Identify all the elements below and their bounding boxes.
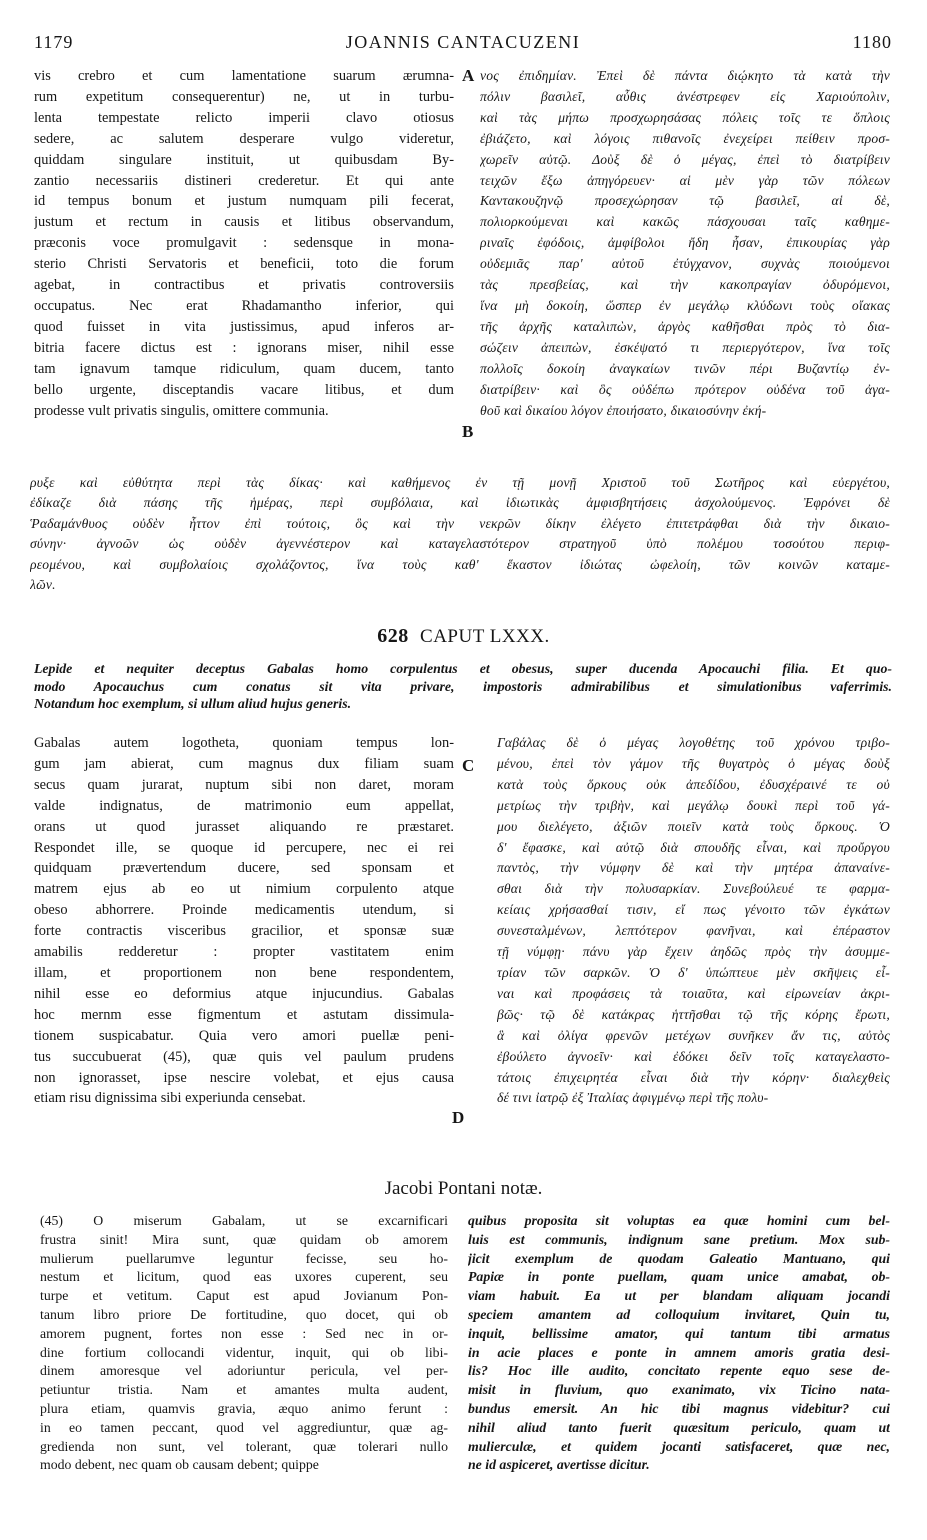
text-line: Ῥαδαμάνθυος οὐδὲν ἧττον ἐπὶ τούτοις, ὃς καὶ τὴν νεκρῶν δίκην ἐλέγετο ἐπιτετράφθαι διὰ τὴν δικαιο- [30,515,890,531]
note-line: viam habuit. Ea ut per blandam aliquam jocandi [468,1288,890,1304]
note-line: inquit, bellissime amator, qui tantum tibi armatus [468,1325,890,1341]
text-line: sedere, ac salutem desperare vulgo videretur, [34,130,454,147]
text-line: illam, et proportionem non bene respondentem, [34,964,454,981]
text-line: rum expetitum consequerentur) ne, ut in turbu- [34,88,454,105]
text-line: τῆς ἀρχῆς καταλιπὼν, ἀργὸς καθῆσθαι πρὸς τὸ δια- [480,318,890,334]
text-line: διατρίβειν· καὶ ὃς οὐδέπω πρότερον οὐδένα τοῦ ἀγα- [480,381,890,397]
chapter-heading [0,625,927,648]
text-line: οὐδεμιᾶς παρ' αὐτοῦ ἐτύγχανον, συχνὰς ποιούμενοι [480,256,890,272]
note-line: mulierum puellarumve leguntur fecisse, seu ho- [40,1250,448,1266]
note-line: in eo tamen peccant, quod vel aggrediuntur, quæ ag- [40,1419,448,1435]
note-line: frustra sinit! Mira sunt, quæ quidam ob amorem [40,1231,448,1247]
text-line: gum jam abierat, cum magnus dux filiam suam [34,755,454,772]
text-line: etiam risu dignissima sibi experiunda censebat. [34,1090,306,1107]
note-line: luis est communis, indignum sane pretium. Mox sub- [468,1231,890,1247]
text-line: ἃ καὶ ὀλίγα φρενῶν μετέχων συνῆκεν ἄν τις, αὐτὸς [497,1027,890,1043]
note-line: quibus proposita sit voluptas ea quæ homini cum bel- [468,1213,890,1228]
text-line: ρεομένου, καὶ συμβολαίοις σχολάζοντος, ἵνα τοὺς καθ' ἕκαστον ἰδιώτας ὠφελοίη, τῶν κοινῶν καταμε- [30,556,890,572]
note-line: petiuntur tristia. Nam et amantes multa audent, [40,1382,448,1398]
text-line: τῇ νύμφῃ· πάνυ γὰρ ἔχειν ἀηδῶς πρὸς τὴν ἀσυμμε- [497,944,890,960]
text-line: tam ignavum tamque ridiculum, quam ducem, tanto [34,360,454,377]
note-line: plura etiam, quamvis gravia, æquo animo ferunt : [40,1400,448,1416]
left-page-number: 1179 [34,32,74,52]
text-line: ἐβούλετο ἀγνοεῖν· καὶ ἐδόκει δεῖν τοῖς καταγελαστο- [497,1048,890,1064]
text-line: matrem ejus ab eo ut nimium corpulento atque [34,881,454,898]
text-line: orans ut quod jurasset aliquando re præstaret. [34,818,454,835]
text-line: Gabalas autem logotheta, quoniam tempus lon- [34,735,454,751]
text-line: σύνην· ἀγνοῶν ὡς οὐδὲν ἀγεννέστερον καὶ καταγελαστότερον στρατηγοῦ ὑπὸ πολέμου τοσούτου περιφ- [30,536,890,552]
text-line: τρίαν τῶν σαρκῶν. Ὁ δ' ὑπώπτευε μὲν σκῆψεις εἶ- [497,964,890,980]
chapter-summary [34,660,892,713]
greek-column-middle [497,733,890,1109]
note-line: turpe et vetitum. Caput est apud Jovianum Pon- [40,1288,448,1304]
text-line: id tempus bonum et justum numquam pili fecerat, [34,193,454,210]
summary-line: modo Apocauchus cum conatus sit vita privare, impostoris admirabilibus et simulationibus vaferrimis. [34,678,892,694]
text-line: hoc mernm esse figmentum et astutam dissimula- [34,1006,454,1023]
text-line: ναι καὶ προφάσεις τὰ τοιαῦτα, καὶ εἰρωνείαν ἀκρι- [497,985,890,1001]
note-line: amorem pugnent, fortes non esse : Sed nec in or- [40,1325,448,1341]
note-line: mulierculæ, et quidem jocanti satisfaceret, quæ nec, [468,1438,890,1454]
text-line: non ignorasset, ipse nescire volebat, et ejus causa [34,1069,454,1086]
margin-marker-b: B [462,422,474,441]
margin-marker-c: C [462,756,475,775]
text-line: tus succubuerat (45), quæ quis vel paulum prudens [34,1048,454,1065]
summary-line: Lepide et nequiter deceptus Gabalas homo corpulentus et obesus, super ducenda Apocauchi filia. Et quo- [34,661,892,676]
text-line: συνεσταλμένων, λεπτότερον φανῆναι, καὶ ἐπέραστον [497,923,890,939]
text-line: bitria facere dictus est : ignorans miser, nihil esse [34,339,454,356]
text-line: agebat, in contractibus et privatis controversiis [34,277,454,294]
note-line: nihil aliud tanto fuerit quæsitum periculo, quam ut [468,1419,890,1435]
text-line: πόλιν βασιλεῖ, αὖθις ἀνέστρεφεν εἰς Χαριούπολιν, [480,88,890,104]
greek-full-width-text [30,473,890,595]
text-line: amabilis redderetur : propter vastitatem enim [34,944,454,961]
text-line: λῶν. [30,577,56,593]
text-line: καὶ τὰς μήπω προσχωρησάσας πόλεις τοῖς τε ὅπλοις [480,109,890,125]
note-line: dinem amoresque vel adoriuntur pericula, vel per- [40,1363,448,1379]
note-line: tanum libro priore De fortitudine, quo docet, qui ob [40,1306,448,1322]
margin-marker-d: D [452,1108,465,1127]
text-line: lenta tempestate relicto imperii clavo otiosus [34,109,454,126]
text-line: occupatus. Nec erat Rhadamantho inferior, qui [34,297,454,314]
note-line: bundus emersit. An hic tibi magnus videbitur? cui [468,1400,890,1416]
text-line: Respondet ille, se quoque id percupere, nec ei rei [34,839,454,856]
latin-column-middle [34,733,454,1109]
text-line: secus quam jurarat, nuptum sibi non daret, moram [34,776,454,793]
text-line: vis crebro et cum lamentatione suarum ærumna- [34,68,454,84]
text-line: sterio Christi Servatoris et beneficii, toto die forum [34,256,454,273]
note-line: modo debent, nec quam ob causam debent; quippe [40,1457,319,1473]
text-line: νος ἐπιδημίαν. Ἐπεὶ δὲ πάντα διῴκητο τὰ κατὰ τὴν [480,68,890,83]
text-line: ἐδίκαζε διὰ πάσης τῆς ἡμέρας, περὶ συμβόλαια, καὶ ἰδιωτικὰς ἀμφισβητήσεις ἀσχολούμενος. Ἐφρόνει δὲ [30,495,890,511]
text-line: κείαις χρήσασθαί τισιν, εἴ πως γένοιτο τῶν ἐγκάτων [497,902,890,918]
text-line: forte contractis visceribus gracilior, et sponsæ suæ [34,923,454,940]
notes-column-left [40,1212,448,1475]
note-line: dine fortium collocandi videntur, inquit, qui ob libi- [40,1344,448,1360]
text-line: ρυξε καὶ εὐθύτητα περὶ τὰς δίκας· καὶ καθήμενος ἐν τῇ μονῇ Χριστοῦ τοῦ Σωτῆρος καὶ εὐεργέτου, [30,475,890,490]
page-header [34,32,892,56]
text-line: θοῦ καὶ δικαίου λόγον ἐποιήσατο, δικαιοσύνην ἐκή- [480,402,767,418]
note-line: nestum et licitum, quod eas uxores cuperent, seu [40,1269,448,1285]
chapter-number: 628 [377,625,409,647]
text-line: σθαι διὰ τὴν πολυσαρκίαν. Συνεβούλευέ τε φαρμα- [497,881,890,897]
text-line: valde indignatus, de matrimonio eum appellat, [34,797,454,814]
notes-column-right [468,1212,890,1475]
text-line: πολλοῖς δοκοίη ἀναγκαίων τινῶν πέρι Βυζαντίῳ ἐν- [480,360,890,376]
margin-marker-a: A [462,66,475,85]
text-line: tionem suspicabatur. Quia vero amori puellæ peni- [34,1027,454,1044]
text-line: κατὰ τοὺς ὅρκους οὐκ ἀπεδίδου, ἐδυσχέραινέ τε οὐ [497,776,890,792]
text-line: πολιορκούμεναι καὶ κακῶς πάσχουσαι ταῖς καθημε- [480,214,890,230]
note-line: Papiæ in ponte puellam, quam unice amabat, ob- [468,1269,890,1285]
text-line: ἵνα μὴ δοκοίη, ὥσπερ ἐν μεγάλῳ κλύδωνι τοὺς οἴακας [480,297,890,313]
text-line: μου διελέγετο, ἀξιῶν ποιεῖν κατὰ τοὺς ὅρκους. Ὁ [497,818,890,834]
text-line: obeso abhorrere. Proinde medicamentis utendum, si [34,902,454,919]
text-line: quidquam prævertendum ducere, sed sponsam et [34,860,454,877]
text-line: quod fuisset in vita justissimus, apud inferos ar- [34,318,454,335]
note-line: jicit exemplum de quodam Galeatio Mantuano, qui [468,1250,890,1266]
text-line: Καντακουζηνῷ προσεχώρησαν τῷ βασιλεῖ, αἱ δὲ, [480,193,890,209]
note-line: ne id aspiceret, avertisse dicitur. [468,1457,650,1473]
text-line: χωρεῖν αὐτῷ. Δοὺξ δὲ ὁ μέγας, ἐπεὶ τὸ διατρίβειν [480,151,890,167]
text-line: τὰς πρεσβείας, καὶ τὴν κακοπραγίαν ὀδυρόμενοι, [480,277,890,293]
text-line: prodesse vult privatis singulis, omittere communia. [34,402,329,419]
right-page-number: 1180 [852,32,892,52]
latin-column-top [34,66,454,421]
text-line: δέ τινι ἰατρῷ ἐξ Ἰταλίας ἀφιγμένῳ περὶ τῆς πολυ- [497,1090,769,1106]
text-line: bello urgente, disceptandis vacare litibus, et dum [34,381,454,398]
text-line: μένου, ἐπεὶ τὸν γάμον τῆς θυγατρὸς ὁ μέγας δοὺξ [497,755,890,771]
text-line: præconis voce promulgavit : sedensque in mona- [34,235,454,252]
text-line: ριναῖς ἐφόδοις, ἀμφίβολοι ἤδη ἦσαν, ἐπικουρίας γὰρ [480,235,890,251]
text-line: παντὸς, τὴν νύμφην δὲ καὶ τὴν μητέρα ἀπαναίνε- [497,860,890,876]
note-line: (45) O miserum Gabalam, ut se excarnificari [40,1213,448,1228]
note-line: in acie places e ponte in amnem amoris gratia desi- [468,1344,890,1360]
summary-line: Notandum hoc exemplum, si ullum aliud hujus generis. [34,696,352,712]
text-line: σώζειν ἀπειπὼν, ἐσκέψατό τι περιεργότερον, ἵνα τοῖς [480,339,890,355]
text-line: quiddam singulare instituit, ut quibusdam By- [34,151,454,168]
notes-heading: Jacobi Pontani notæ. [384,1178,543,1199]
text-line: μετρίως τὴν τριβὴν, καὶ μεγάλῳ δουκὶ περὶ τοῦ γά- [497,797,890,813]
text-line: τάτοις ἐπιχειρητέα εἶναι διὰ τὴν κόρην· διαλεχθεὶς [497,1069,890,1085]
running-title: JOANNIS CANTACUZENI [345,32,581,52]
text-line: τειχῶν ἔξω ἀπηγόρευεν· αἱ μὲν γὰρ τῶν πόλεων [480,172,890,188]
text-line: ἐβιάζετο, καὶ λόγοις πιθανοῖς ἐνεχείρει πείθειν προσ- [480,130,890,146]
note-line: misit in fluvium, quo exanimato, vix Ticino nata- [468,1382,890,1398]
text-line: δ' ἔφασκε, καὶ αὐτῷ διὰ σπουδῆς εἶναι, καὶ προὔργου [497,839,890,855]
text-line: zantio necessariis distineri crederetur. Et qui ante [34,172,454,189]
chapter-title: CAPUT LXXX. [420,626,550,647]
note-line: gredienda non sunt, vel tolerant, quæ tolerari nullo [40,1438,448,1454]
text-line: nihil esse eo deformius atque injucundius. Gabalas [34,985,454,1002]
text-line: βῶς· τῷ δὲ κατάκρας ἡττῆσθαι τῷ τῆς κόρης ἔρωτι, [497,1006,890,1022]
note-line: lis? Hoc ille audito, concitato repente equo sese de- [468,1363,890,1379]
text-line: Γαβάλας δὲ ὁ μέγας λογοθέτης τοῦ χρόνου τριβο- [497,735,890,750]
greek-column-top [480,66,890,421]
text-line: justum et rectum in causis et litibus observandum, [34,214,454,231]
note-line: speciem amantem ad colloquium invitaret, Quin tu, [468,1306,890,1322]
